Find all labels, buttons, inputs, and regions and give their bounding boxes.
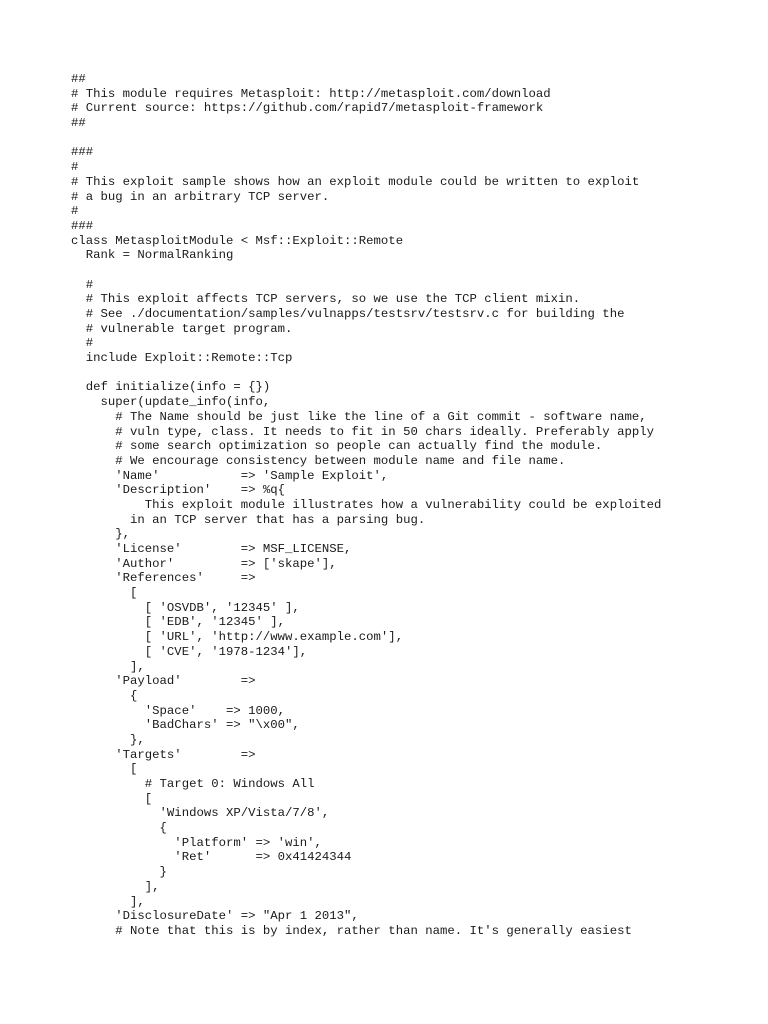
- code-line: # This exploit affects TCP servers, so we use the TCP client mixin.: [71, 292, 581, 307]
- code-line: 'Name' => 'Sample Exploit',: [71, 468, 389, 483]
- code-line: # We encourage consistency between module name and file name.: [71, 453, 566, 468]
- code-line: ##: [71, 116, 86, 131]
- code-line: 'References' =>: [71, 571, 256, 586]
- code-line: include Exploit::Remote::Tcp: [71, 351, 293, 366]
- code-line: # This module requires Metasploit: http://metasploit.com/download: [71, 86, 551, 101]
- code-line: ##: [71, 72, 86, 86]
- code-line: 'Space' => 1000,: [71, 703, 286, 718]
- code-line: # See ./documentation/samples/vulnapps/testsrv/testsrv.c for building the: [71, 307, 625, 321]
- code-line: [: [71, 791, 153, 806]
- code-line: 'Platform' => 'win',: [71, 835, 322, 850]
- code-line: }: [71, 865, 167, 880]
- code-line: # Target 0: Windows All: [71, 777, 315, 791]
- code-line: This exploit module illustrates how a vulnerability could be exploited: [71, 497, 662, 512]
- code-line: 'Targets' =>: [71, 747, 256, 762]
- code-line: super(update_info(info,: [71, 395, 271, 410]
- code-line: #: [71, 277, 94, 292]
- code-line: ],: [71, 659, 145, 674]
- code-line: [: [71, 762, 138, 777]
- code-line: 'Payload' =>: [71, 674, 256, 689]
- code-line: # a bug in an arbitrary TCP server.: [71, 189, 330, 204]
- code-line: {: [71, 821, 167, 836]
- code-line: #: [71, 336, 94, 351]
- code-line: # The Name should be just like the line of a Git commit - software name,: [71, 409, 647, 424]
- code-line: ],: [71, 894, 145, 909]
- code-line: [ 'CVE', '1978-1234'],: [71, 644, 308, 659]
- code-line: [71, 366, 751, 381]
- code-line: #: [71, 160, 79, 175]
- code-line: 'Author' => ['skape'],: [71, 556, 337, 571]
- code-line: 'License' => MSF_LICENSE,: [71, 542, 352, 556]
- code-line: {: [71, 688, 138, 703]
- code-line: 'BadChars' => "\x00",: [71, 718, 300, 733]
- code-line: # Current source: https://github.com/rapid7/metasploit-framework: [71, 101, 544, 116]
- code-line: [ 'OSVDB', '12345' ],: [71, 600, 300, 615]
- code-line: ###: [71, 218, 94, 233]
- code-line: Rank = NormalRanking: [71, 248, 234, 263]
- code-line: # Note that this is by index, rather than name. It's generally easiest: [71, 923, 632, 938]
- code-line: 'Description' => %q{: [71, 483, 286, 498]
- code-line: # some search optimization so people can actually find the module.: [71, 439, 603, 454]
- code-line: [ 'EDB', '12345' ],: [71, 615, 286, 630]
- code-line: [71, 131, 751, 146]
- code-line: ],: [71, 879, 160, 894]
- code-line: #: [71, 204, 79, 219]
- code-line: },: [71, 732, 145, 747]
- code-line: # vulnerable target program.: [71, 321, 293, 336]
- code-line: 'DisclosureDate' => "Apr 1 2013",: [71, 909, 359, 924]
- code-line: in an TCP server that has a parsing bug.: [71, 512, 426, 527]
- code-line: [ 'URL', 'http://www.example.com'],: [71, 630, 404, 645]
- code-line: # vuln type, class. It needs to fit in 50 chars ideally. Preferably apply: [71, 424, 654, 439]
- code-line: # This exploit sample shows how an exploit module could be written to exploit: [71, 174, 640, 189]
- code-line: ###: [71, 145, 94, 160]
- code-line: [71, 263, 751, 278]
- code-line: },: [71, 527, 131, 542]
- code-line: [: [71, 586, 138, 601]
- code-line: class MetasploitModule < Msf::Exploit::Remote: [71, 233, 404, 248]
- code-line: def initialize(info = {}): [71, 380, 271, 395]
- code-line: 'Ret' => 0x41424344: [71, 850, 352, 865]
- code-listing: [71, 72, 751, 939]
- code-line: 'Windows XP/Vista/7/8',: [71, 806, 330, 821]
